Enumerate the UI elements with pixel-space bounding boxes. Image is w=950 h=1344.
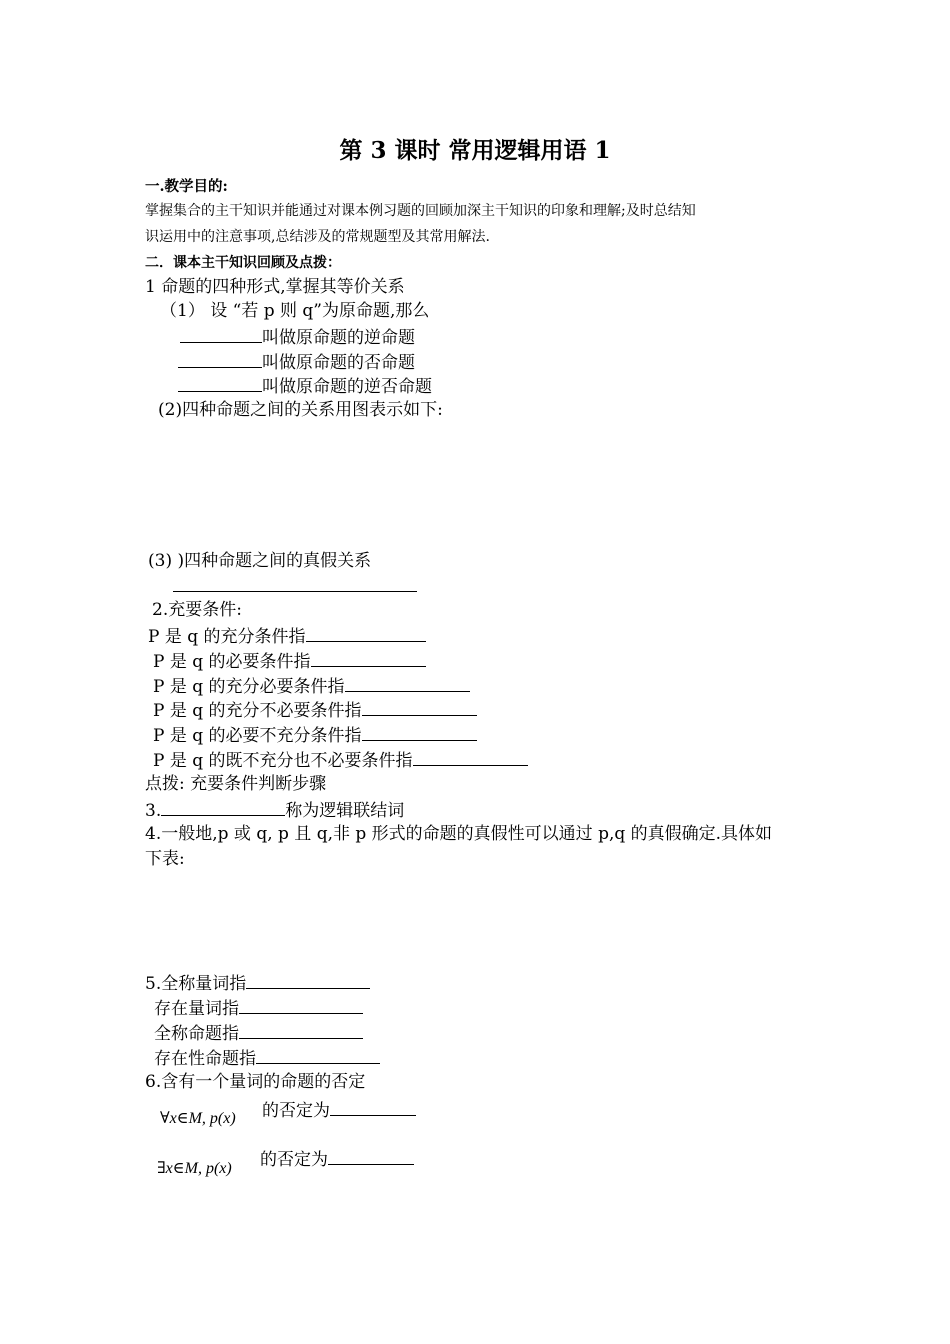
- item3-line: [145, 798, 404, 822]
- section1-text-line1: 掌握集合的主干知识并能通过对课本例习题的回顾加深主干知识的印象和理解;及时总结知: [145, 203, 696, 219]
- neg1-line: [262, 1098, 416, 1122]
- necessary-not-sufficient-label: P 是 q 的必要不充分条件指: [153, 726, 362, 746]
- inverse-line: [178, 350, 415, 374]
- sufficient-not-necessary-blank[interactable]: [362, 698, 477, 716]
- inverse-blank[interactable]: [178, 350, 262, 368]
- item4-line2: 下表:: [145, 849, 185, 869]
- existential-quantifier-label: 存在量词指: [154, 999, 239, 1019]
- existential-proposition-label: 存在性命题指: [154, 1049, 256, 1069]
- item3-blank[interactable]: [161, 798, 285, 816]
- necessary-label: P 是 q 的必要条件指: [153, 652, 311, 672]
- necessary-not-sufficient-blank[interactable]: [362, 723, 477, 741]
- converse-label: 叫做原命题的逆命题: [262, 328, 415, 348]
- item3-suffix: 称为逻辑联结词: [285, 801, 405, 821]
- contrapositive-blank[interactable]: [178, 374, 262, 392]
- contrapositive-label: 叫做原命题的逆否命题: [262, 377, 432, 397]
- neg1-blank[interactable]: [330, 1098, 416, 1116]
- existential-quantifier-blank[interactable]: [239, 996, 363, 1014]
- sufficient-necessary-label: P 是 q 的充分必要条件指: [153, 677, 345, 697]
- sufficient-not-necessary-label: P 是 q 的充分不必要条件指: [153, 701, 362, 721]
- existential-quantifier-line: [154, 996, 363, 1020]
- section1-heading: 一.教学目的:: [145, 178, 228, 195]
- converse-line: [180, 325, 415, 349]
- sufficient-not-necessary-line: [153, 698, 477, 722]
- necessary-blank[interactable]: [311, 649, 426, 667]
- universal-quantifier-blank[interactable]: [246, 971, 370, 989]
- sufficient-label: P 是 q 的充分条件指: [148, 627, 306, 647]
- truth-relation-blank[interactable]: [173, 574, 417, 592]
- hint-line: 点拨: 充要条件判断步骤: [145, 774, 327, 794]
- sufficient-necessary-blank[interactable]: [345, 674, 470, 692]
- necessary-line: [153, 649, 426, 673]
- neg2-line: [260, 1147, 414, 1171]
- existential-proposition-line: [154, 1046, 380, 1070]
- section2-heading: 二．课本主干知识回顾及点拨：: [145, 255, 341, 271]
- truth-relation-line: [173, 574, 417, 598]
- existential-proposition-blank[interactable]: [256, 1046, 380, 1064]
- item3-prefix: 3.: [145, 801, 162, 821]
- neg2-label: 的否定为: [260, 1150, 328, 1170]
- neither-line: [153, 748, 528, 772]
- contrapositive-line: [178, 374, 432, 398]
- neg1-formula: ∀x∈M, p(x): [160, 1110, 236, 1127]
- item2-title: 2.充要条件:: [152, 600, 242, 620]
- item1-sub1: （1） 设 “若 p 则 q”为原命题,那么: [160, 301, 430, 321]
- neg2-blank[interactable]: [328, 1147, 414, 1165]
- sufficient-blank[interactable]: [306, 624, 426, 642]
- neither-label: P 是 q 的既不充分也不必要条件指: [153, 751, 413, 771]
- item6-title: 6.含有一个量词的命题的否定: [145, 1072, 366, 1092]
- necessary-not-sufficient-line: [153, 723, 477, 747]
- page-title: 第 3 课时 常用逻辑用语 1: [339, 137, 611, 164]
- universal-quantifier-line: [145, 971, 370, 995]
- item1-sub2: (2)四种命题之间的关系用图表示如下:: [158, 400, 443, 420]
- item4-line1: 4.一般地,p 或 q, p 且 q,非 p 形式的命题的真假性可以通过 p,q 的真假确定.具体如: [145, 824, 773, 844]
- universal-proposition-blank[interactable]: [239, 1021, 363, 1039]
- inverse-label: 叫做原命题的否命题: [262, 353, 415, 373]
- sufficient-necessary-line: [153, 674, 470, 698]
- neither-blank[interactable]: [413, 748, 528, 766]
- sufficient-line: [148, 624, 426, 648]
- universal-quantifier-label: 5.全称量词指: [145, 974, 247, 994]
- neg2-formula: ∃x∈M, p(x): [157, 1160, 232, 1177]
- item1-title: 1 命题的四种形式,掌握其等价关系: [145, 277, 405, 297]
- universal-proposition-line: [154, 1021, 363, 1045]
- item1-sub3: (3) )四种命题之间的真假关系: [148, 551, 372, 571]
- neg1-label: 的否定为: [262, 1101, 330, 1121]
- universal-proposition-label: 全称命题指: [154, 1024, 239, 1044]
- converse-blank[interactable]: [180, 325, 262, 343]
- section1-text-line2: 识运用中的注意事项,总结涉及的常规题型及其常用解法.: [145, 229, 490, 245]
